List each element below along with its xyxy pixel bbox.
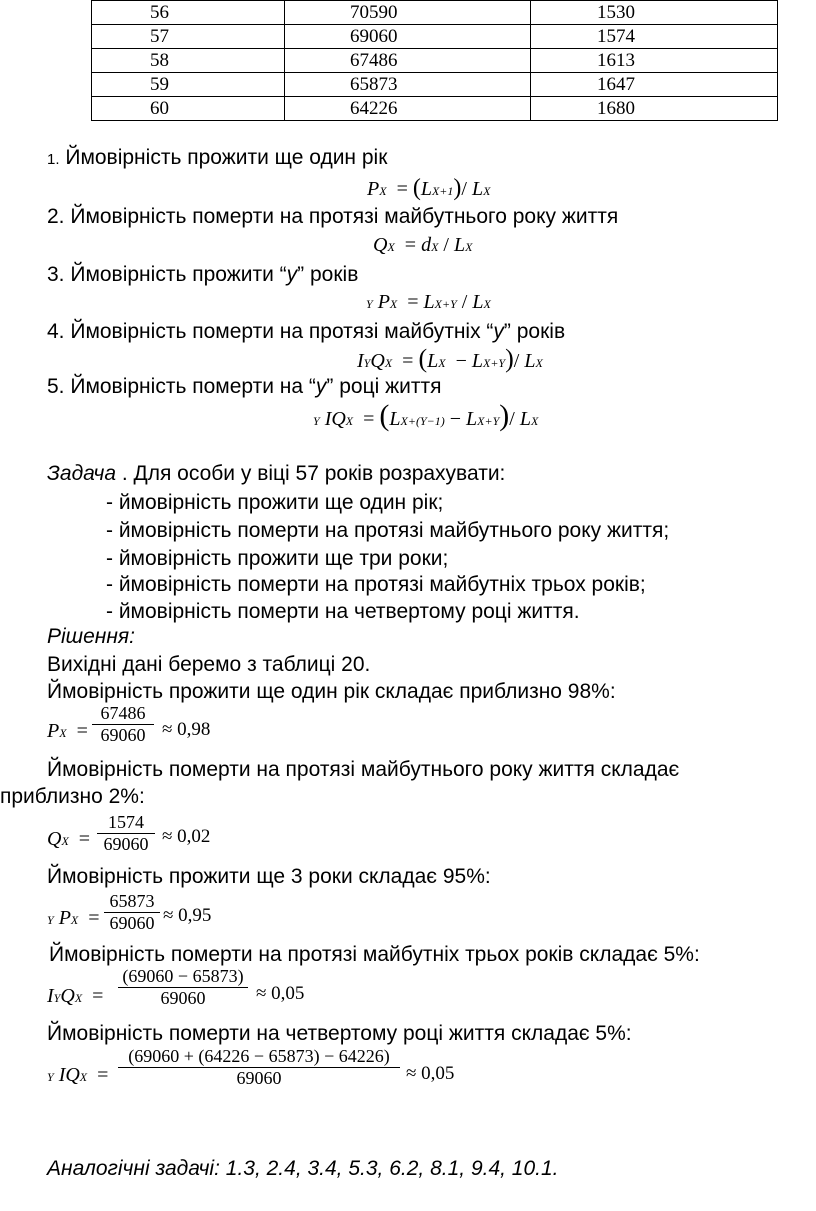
fraction-numerator: (69060 − 65873)	[122, 966, 244, 986]
table-cell: 1613	[531, 49, 778, 73]
formula-iyqx: IYQX = (LX − LX+Y)/ LX	[357, 344, 543, 373]
fraction-numerator: (69060 + (64226 − 65873) − 64226)	[128, 1046, 390, 1066]
solution-step-5: Ймовірність померти на четвертому році життя складає 5%:	[47, 1022, 632, 1045]
result-4-fraction	[118, 966, 248, 1009]
table-row	[92, 97, 778, 121]
result-2-lhs: QX =	[47, 828, 91, 850]
result-2-fraction	[97, 812, 155, 855]
task-text: . Для особи у віці 57 років розрахувати:	[116, 462, 506, 485]
fraction-denominator: 69060	[236, 1068, 282, 1088]
data-table	[91, 0, 778, 121]
fraction-denominator: 69060	[160, 988, 206, 1008]
solution-label: Рішення:	[47, 625, 135, 648]
table-cell: 1530	[531, 1, 778, 25]
solution-intro: Вихідні дані беремо з таблиці 20.	[47, 653, 371, 676]
table-cell: 57	[92, 25, 285, 49]
table-cell: 1574	[531, 25, 778, 49]
item-4-heading	[47, 320, 565, 344]
table-cell: 64226	[285, 97, 531, 121]
table-cell: 56	[92, 1, 285, 25]
task-bullet: - ймовірність прожити ще три роки;	[106, 547, 449, 570]
solution-step-2-cont: приблизно 2%:	[0, 785, 145, 808]
item-1-heading	[47, 146, 387, 170]
result-3-lhs: Y PX =	[47, 907, 100, 929]
result-2-value: ≈ 0,02	[162, 826, 211, 847]
result-5-value: ≈ 0,05	[406, 1063, 455, 1084]
result-4-value: ≈ 0,05	[256, 983, 305, 1004]
table-cell: 70590	[285, 1, 531, 25]
table-cell: 58	[92, 49, 285, 73]
table-row	[92, 49, 778, 73]
result-5-fraction	[118, 1046, 400, 1089]
result-1-lhs: PX =	[47, 720, 88, 742]
result-4-lhs: IYQX =	[47, 985, 104, 1007]
table-cell: 60	[92, 97, 285, 121]
item-number: 1.	[47, 151, 60, 168]
formula-qx: QX = dX / LX	[373, 234, 473, 256]
formula-yiqx: Y IQX = (LX+(Y−1) − LX+Y)/ LX	[313, 399, 539, 432]
item-variable: y	[286, 263, 298, 286]
solution-step-4: Ймовірність померти на протязі майбутніх трьох років складає 5%:	[49, 943, 700, 966]
solution-step-3: Ймовірність прожити ще 3 роки складає 95%:	[47, 865, 491, 888]
result-3-value: ≈ 0,95	[163, 905, 212, 926]
table-row	[92, 73, 778, 97]
task-bullet: - ймовірність прожити ще один рік;	[106, 491, 444, 514]
task-heading	[47, 462, 505, 486]
item-text: ” років	[503, 320, 566, 343]
formula-px: PX = (LX+1)/ LX	[367, 175, 491, 201]
table-row	[92, 25, 778, 49]
result-1-fraction	[92, 703, 154, 746]
solution-step-1: Ймовірність прожити ще один рік складає приблизно 98%:	[47, 680, 616, 703]
result-5-lhs: Y IQX =	[47, 1064, 109, 1086]
fraction-numerator: 67486	[100, 703, 146, 723]
fraction-denominator: 69060	[109, 913, 155, 933]
fraction-denominator: 69060	[100, 725, 146, 745]
task-bullet: - ймовірність померти на протязі майбутнього року життя;	[106, 519, 670, 542]
task-bullet: - ймовірність померти на протязі майбутніх трьох років;	[106, 573, 646, 596]
table-cell: 1647	[531, 73, 778, 97]
result-1-value: ≈ 0,98	[162, 719, 211, 740]
item-text: 5. Ймовірність померти на “	[47, 375, 316, 398]
table-cell: 65873	[285, 73, 531, 97]
table-cell: 67486	[285, 49, 531, 73]
table-row	[92, 1, 778, 25]
task-label: Задача	[47, 462, 116, 485]
formula-ypx: Y PX = LX+Y / LX	[366, 291, 491, 313]
item-text: 4. Ймовірність померти на протязі майбутніх “	[47, 320, 494, 343]
item-text: 3. Ймовірність прожити “	[47, 263, 287, 286]
table-cell: 59	[92, 73, 285, 97]
result-3-fraction	[104, 891, 160, 934]
similar-tasks: Аналогічні задачі: 1.3, 2.4, 3.4, 5.3, 6.2, 8.1, 9.4, 10.1.	[47, 1157, 559, 1180]
fraction-denominator: 69060	[103, 834, 149, 854]
solution-step-2: Ймовірність померти на протязі майбутнього року життя складає	[47, 758, 680, 781]
item-5-heading	[47, 375, 442, 399]
fraction-numerator: 65873	[109, 891, 155, 911]
item-text: Ймовірність прожити ще один рік	[59, 146, 388, 169]
item-3-heading	[47, 263, 358, 287]
table-cell: 1680	[531, 97, 778, 121]
item-text: ” році життя	[326, 375, 442, 398]
item-variable: y	[315, 375, 327, 398]
item-variable: y	[493, 320, 504, 343]
task-bullet: - ймовірність померти на четвертому році життя.	[106, 600, 580, 623]
fraction-numerator: 1574	[108, 812, 144, 832]
item-text: ” років	[297, 263, 359, 286]
table-cell: 69060	[285, 25, 531, 49]
item-2-heading: 2. Ймовірність померти на протязі майбутнього року життя	[47, 205, 619, 228]
